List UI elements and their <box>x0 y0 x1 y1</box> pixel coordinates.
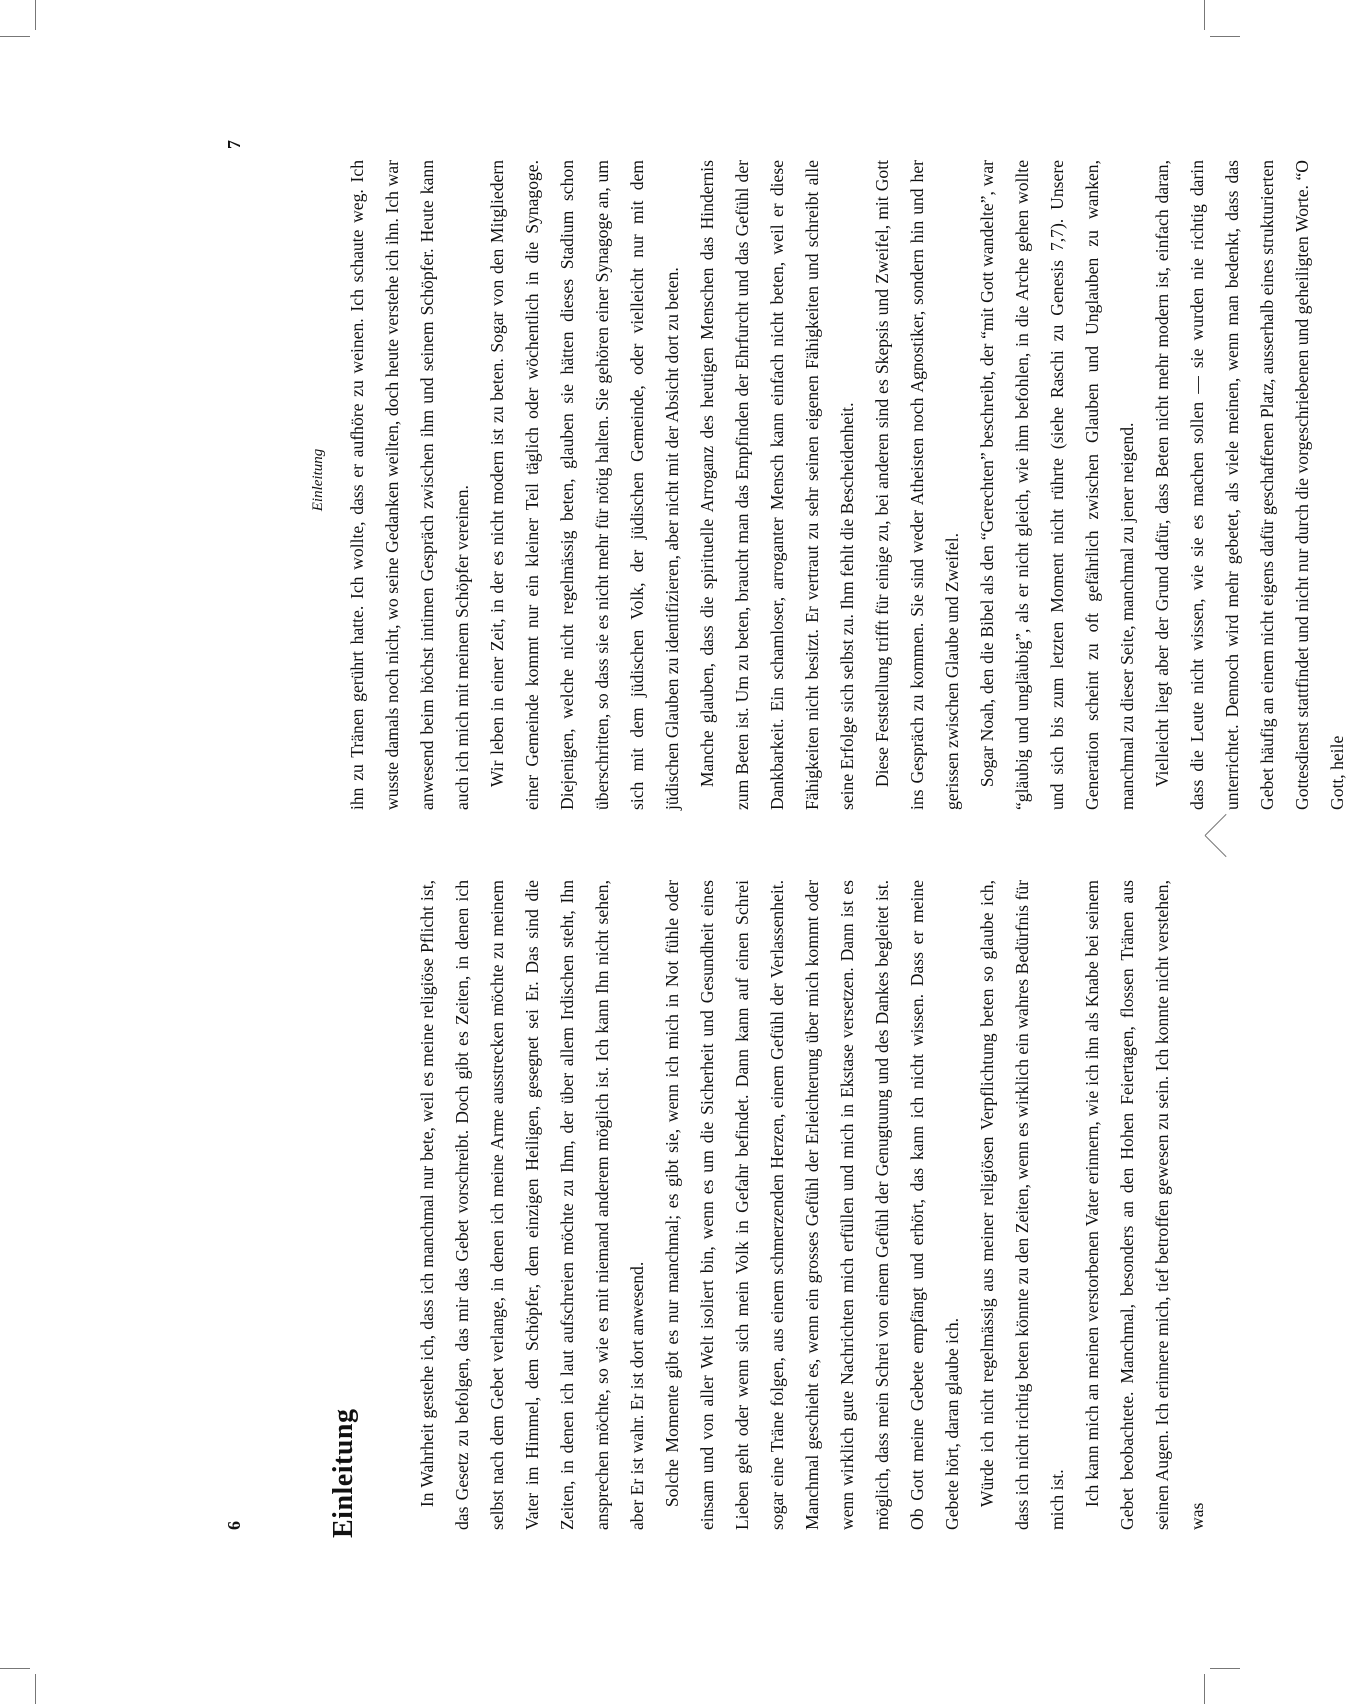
paragraph: Ich kann mich an meinen verstorbenen Vater erinnern, wie ich ihn als Knabe bei seinem Gebet beobachtete. Manchmal, besonders an den Hohen Feiertagen, flossen Tränen aus seinen Augen. Ich erinnere mich, tief betroffen gewesen zu sein. Ich konnte nicht verstehen, was <box>1082 880 1207 1530</box>
paragraph: Wir leben in einer Zeit, in der es nicht modern ist zu beten. Sogar von den Mitgliedern einer Gemeinde kommt nur ein kleiner Teil täglich oder wöchentlich in die Synagoge. Diejenigen, welche nicht regelmässig beten, glauben sie hätten dieses Stadium schon überschritten, so dass sie es nicht mehr für nötig halten. Sie gehören einer Synagoge an, um sich mit dem jüdischen Volk, der jüdischen Gemeinde, oder vielleicht nur mit dem jüdischen Glauben zu identifizieren, aber nicht mit der Absicht dort zu beten. <box>487 160 682 810</box>
paragraph: Solche Momente gibt es nur manchmal; es gibt sie, wenn ich mich in Not fühle oder einsam und von aller Welt isoliert bin, wenn es um die Sicherheit und Gesundheit eines Lieben geht oder wenn sich mein Volk in Gefahr befindet. Dann kann auf einen Schrei sogar eine Träne folgen, aus einem schmerzenden Herzen, einem Gefühl der Verlassenheit. Manchmal geschieht es, wenn ein grosses Gefühl der Erleichterung über mich kommt oder wenn wirklich gute Nachrichten mich erfüllen und mich in Ekstase versetzen. Dann ist es möglich, dass mein Schrei von einem Gefühl der Genugtuung und des Dankes begleitet ist. Ob Gott meine Gebete empfängt und erhört, das kann ich nicht wissen. Dass er meine Gebete hört, daran glaube ich. <box>662 880 962 1530</box>
book-spread <box>200 120 1347 1560</box>
crop-mark <box>1204 1674 1205 1704</box>
fold-mark <box>1205 835 1227 857</box>
left-page <box>200 840 1207 1560</box>
page-number: 6 <box>224 1521 244 1530</box>
paragraph: Sogar Noah, den die Bibel als den “Gerechten” beschreibt, der “mit Gott wandelte”, war “gläubig und ungläubig”, als er nicht gleich, wie ihm befohlen, in die Arche gehen wollte und sich bis zum letzten Moment nicht rührte (siehe Raschi zu Genesis 7,7). Unsere Generation scheint zu oft gefährlich zwischen Glauben und Unglauben zu wanken, manchmal zu dieser Seite, manchmal zu jener neigend. <box>977 160 1137 810</box>
paragraph: Manche glauben, dass die spirituelle Arroganz des heutigen Menschen das Hindernis zum Beten ist. Um zu beten, braucht man das Empfinden der Ehrfurcht und das Gefühl der Dankbarkeit. Ein schamloser, arroganter Mensch kann einfach nicht beten, weil er diese Fähigkeiten nicht besitzt. Er vertraut zu sehr seinen eigenen Fähigkeiten und schreibt alle seine Erfolge sich selbst zu. Ihm fehlt die Bescheidenheit. <box>697 160 857 810</box>
left-text-block <box>410 880 1215 1530</box>
crop-mark <box>1210 36 1240 37</box>
crop-mark <box>35 0 36 30</box>
crop-mark <box>1204 0 1205 30</box>
fold-mark <box>1205 814 1227 836</box>
paragraph: Diese Feststellung trifft für einige zu, bei anderen sind es Skepsis und Zweifel, mit Gott ins Gespräch zu kommen. Sie sind weder Atheisten noch Agnostiker, sondern hin und her gerissen zwischen Glaube und Zweifel. <box>872 160 962 810</box>
crop-mark <box>0 1668 30 1669</box>
right-text-block <box>340 160 1355 810</box>
crop-mark <box>35 1674 36 1704</box>
paragraph: Vielleicht liegt aber der Grund dafür, dass Beten nicht mehr modern ist, einfach daran, dass die Leute nicht wissen, wie sie es machen sollen — sie wurden nie richtig darin unterrichtet. Dennoch wird mehr gebetet, als viele meinen, wenn man bedenkt, dass das Gebet häufig an einem nicht eigens dafür geschaffenen Platz, ausserhalb eines strukturierten Gottesdienst stattfindet und nicht nur durch die vorgeschriebenen und geheiligten Worte. “O Gott, heile <box>1152 160 1347 810</box>
paragraph: ihn zu Tränen gerührt hatte. Ich wollte, dass er aufhöre zu weinen. Ich schaute weg. Ich wusste damals noch nicht, wo seine Gedanken weilten, doch heute verstehe ich ihn. Ich war anwesend beim höchst intimen Gespräch zwischen ihm und seinem Schöpfer. Heute kann auch ich mich mit meinem Schöpfer vereinen. <box>347 160 472 810</box>
crop-mark <box>0 36 30 37</box>
running-head: Einleitung <box>310 448 326 512</box>
paragraph: Würde ich nicht regelmässig aus meiner religiösen Verpflichtung beten so glaube ich, dass ich nicht richtig beten könnte zu den Zeiten, wenn es wirklich ein wahres Bedürfnis für mich ist. <box>977 880 1067 1530</box>
chapter-title: Einleitung <box>328 1408 359 1538</box>
right-page <box>200 120 1347 840</box>
page-number: 7 <box>224 140 244 149</box>
crop-mark <box>1210 1668 1240 1669</box>
paragraph: In Wahrheit gestehe ich, dass ich manchmal nur bete, weil es meine religiöse Pflicht ist, das Gesetz zu befolgen, das mir das Gebet vorschreibt. Doch gibt es Zeiten, in denen ich selbst nach dem Gebet verlange, in denen ich meine Arme ausstrecken möchte zu meinem Vater im Himmel, dem Schöpfer, dem einzigen Heiligen, gesegnet sei Er. Das sind die Zeiten, in denen ich laut aufschreien möchte zu Ihm, der über allem Irdischen steht, Ihn ansprechen möchte, so wie es mit niemand anderem möglich ist. Ich kann Ihn nicht sehen, aber Er ist wahr. Er ist dort anwesend. <box>417 880 647 1530</box>
